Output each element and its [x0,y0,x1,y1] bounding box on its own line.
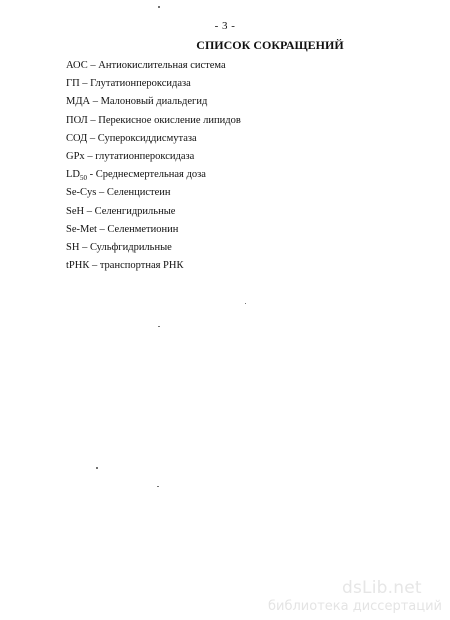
abbreviation-row [66,112,241,130]
abbreviation-row [66,257,241,275]
abbreviation-term: ПОЛ [66,114,88,126]
abbreviation-list [66,57,241,275]
abbreviation-definition: – Перекисное окисление липидов [87,114,241,126]
abbreviation-definition: – Селенгидрильные [84,205,176,217]
page-title: СПИСОК СОКРАЩЕНИЙ [196,38,344,52]
abbreviation-term: Se-Cys [66,187,97,199]
abbreviation-term: GPx [66,150,85,162]
abbreviation-row [66,184,241,202]
abbreviation-term: Se-Met [66,223,97,235]
abbreviation-term: МДА [66,96,91,108]
scan-speck [96,467,98,469]
abbreviation-term: СОД [66,132,88,144]
watermark-subtitle: библиотека диссертаций [268,599,442,614]
abbreviation-definition: – Малоновый диальдегид [90,96,208,108]
abbreviation-row [66,93,241,111]
abbreviation-row [66,75,241,93]
abbreviation-subscript: 50 [80,174,87,183]
abbreviation-definition: – Селенметионин [96,223,179,235]
abbreviation-definition: - Среднесмертельная доза [87,169,206,181]
abbreviation-definition: – Сульфгидрильные [79,241,172,253]
abbreviation-row [66,57,241,75]
abbreviation-row [66,166,241,184]
abbreviation-definition: – глутатионпероксидаза [84,150,195,162]
abbreviation-term: tРНК [66,260,90,272]
watermark-logo: dsLib.net [342,578,422,598]
abbreviation-definition: – транспортная РНК [89,260,184,272]
abbreviation-definition: – Селенцистеин [96,187,171,199]
abbreviation-term: SH [66,241,80,253]
abbreviation-row [66,130,241,148]
abbreviation-row [66,203,241,221]
abbreviation-term: АОС [66,60,88,71]
scan-speck [245,303,246,304]
abbreviation-definition: – Глутатионпероксидаза [79,78,191,90]
abbreviation-term: LD [66,169,80,181]
abbreviation-term: ГП [66,78,80,90]
abbreviation-definition: – Супероксиддисмутаза [87,132,197,144]
abbreviation-row [66,148,241,166]
abbreviation-row [66,221,241,239]
page-number: - 3 - [214,20,236,32]
abbreviation-term: SeH [66,205,85,217]
scan-speck [158,326,160,327]
scan-speck [157,486,159,487]
abbreviation-definition: – Антиокислительная система [87,60,226,71]
scan-speck [158,6,160,8]
abbreviation-row [66,239,241,257]
